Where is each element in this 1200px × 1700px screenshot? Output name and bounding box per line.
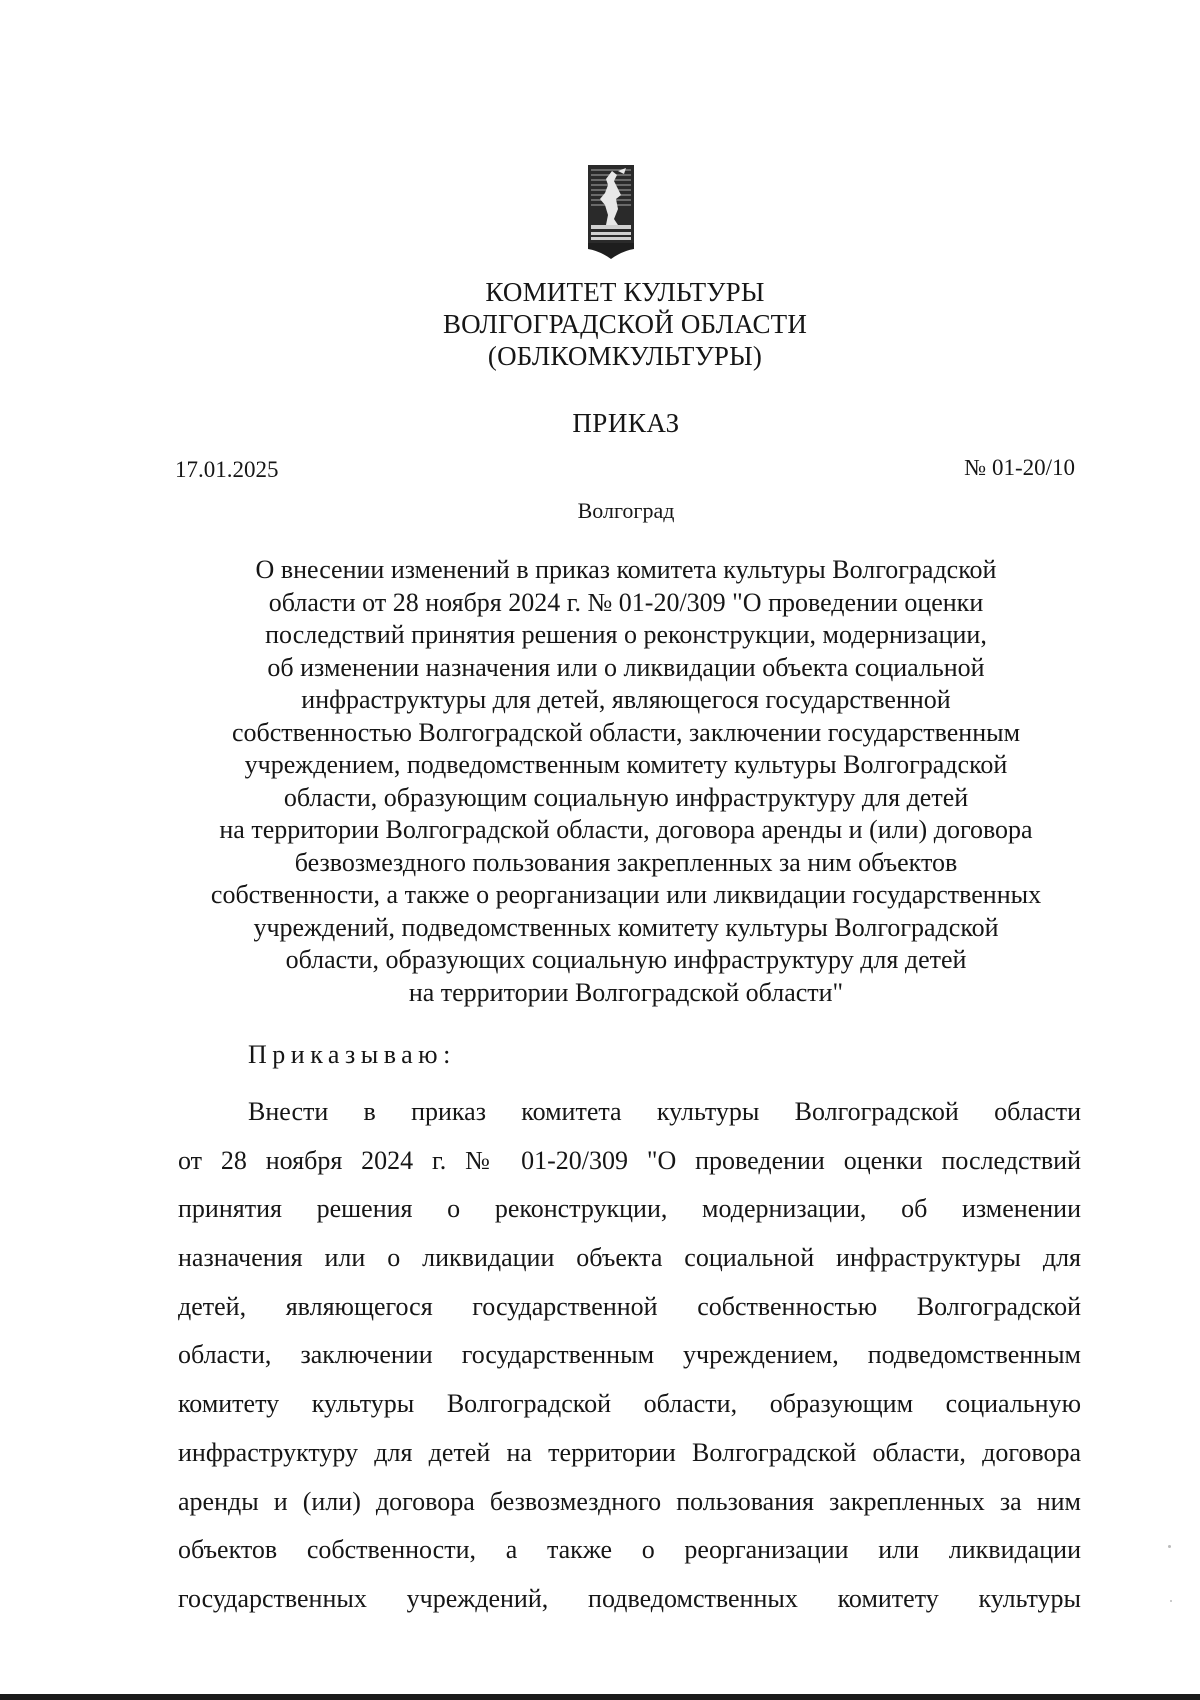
document-type-title: ПРИКАЗ: [572, 408, 680, 438]
body-line: аренды и (или) договора безвозмездного пользования закрепленных за ним: [178, 1486, 1081, 1516]
volgograd-emblem-icon: [588, 165, 634, 259]
body-line: области, заключении государственным учреждением, подведомственным: [178, 1340, 1081, 1370]
subject-line: О внесении изменений в приказ комитета культуры Волгоградской: [255, 555, 997, 584]
subject-line: области, образующим социальную инфраструктуру для детей: [283, 782, 969, 812]
order-directive: Приказываю:: [248, 1040, 456, 1069]
scan-speck: [1170, 1600, 1172, 1602]
subject-line: учреждением, подведомственным комитету культуры Волгоградской: [244, 750, 1008, 779]
body-line: комитету культуры Волгоградской области, образующим социальную: [178, 1389, 1081, 1419]
document-place: Волгоград: [577, 498, 675, 523]
subject-line: инфраструктуры для детей, являющегося государственной: [301, 685, 951, 714]
subject-line: собственностью Волгоградской области, заключении государственным: [231, 717, 1021, 747]
org-line: КОМИТЕТ КУЛЬТУРЫ: [485, 277, 765, 307]
body-line: объектов собственности, а также о реорганизации или ликвидации: [178, 1535, 1081, 1565]
subject-line: об изменении назначения или о ликвидации объекта социальной: [267, 652, 985, 682]
body-line: государственных учреждений, подведомственных комитету культуры: [178, 1583, 1081, 1613]
document-date: 17.01.2025: [175, 457, 279, 482]
organization-name: [380, 276, 870, 372]
body-line: инфраструктуру для детей на территории Волгоградской области, договора: [178, 1437, 1081, 1467]
body-line: назначения или о ликвидации объекта социальной инфраструктуры для: [178, 1243, 1081, 1273]
subject-line: области, образующих социальную инфраструктуру для детей: [285, 945, 967, 974]
org-line: ВОЛГОГРАДСКОЙ ОБЛАСТИ: [442, 309, 808, 339]
subject-line: собственности, а также о реорганизации или ликвидации государственных: [210, 880, 1042, 909]
scan-speck: [1168, 1545, 1171, 1548]
scan-bottom-edge: [0, 1694, 1200, 1700]
subject-line: учреждений, подведомственных комитету культуры Волгоградской: [253, 912, 999, 942]
subject-line: последствий принятия решения о реконструкции, модернизации,: [265, 620, 987, 649]
subject-line: области от 28 ноября 2024 г. № 01-20/309 "О проведении оценки: [268, 587, 984, 617]
body-line: детей, являющегося государственной собственностью Волгоградской: [178, 1291, 1081, 1321]
subject-line: безвозмездного пользования закрепленных за ним объектов: [294, 847, 958, 877]
order-subject: [150, 554, 1102, 1009]
body-line: Внести в приказ комитета культуры Волгоградской области: [248, 1097, 1081, 1126]
body-line: от 28 ноября 2024 г. № 01-20/309 "О проведении оценки последствий: [178, 1145, 1081, 1175]
order-body: [178, 1088, 1081, 1624]
subject-line: на территории Волгоградской области, договора аренды и (или) договора: [219, 815, 1033, 844]
org-line: (ОБЛКОМКУЛЬТУРЫ): [487, 341, 763, 371]
body-line: принятия решения о реконструкции, модернизации, об изменении: [178, 1194, 1081, 1224]
subject-line: на территории Волгоградской области": [408, 977, 844, 1007]
document-number: № 01-20/10: [964, 455, 1075, 480]
